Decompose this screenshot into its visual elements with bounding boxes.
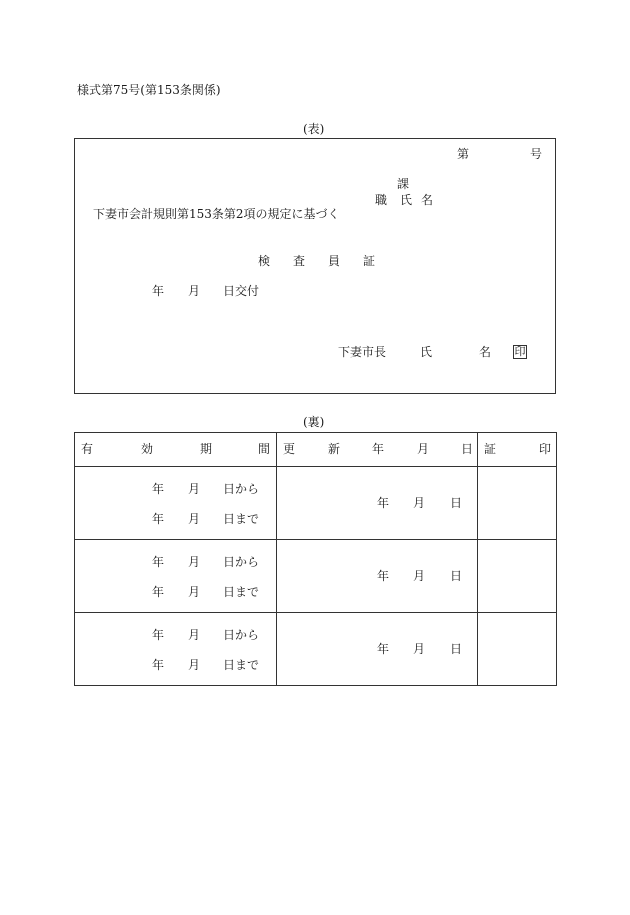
cert-title-char: 査 xyxy=(293,254,306,268)
back-label: (裏) xyxy=(303,415,325,429)
to-month-label: 月 xyxy=(188,512,201,526)
validity-period-cell xyxy=(75,467,277,540)
renew-year-label: 年 xyxy=(377,496,390,510)
renew-month-label: 月 xyxy=(413,569,426,583)
number-label-prefix: 第 xyxy=(457,147,470,161)
validity-period-cell xyxy=(75,613,277,686)
position-label: 職 xyxy=(375,193,388,207)
from-month-label: 月 xyxy=(188,482,201,496)
table-row xyxy=(75,613,557,686)
header-char: 年 xyxy=(372,442,385,456)
from-year-label: 年 xyxy=(152,628,165,642)
to-year-label: 年 xyxy=(152,585,165,599)
from-year-label: 年 xyxy=(152,482,165,496)
legal-basis-text: 下妻市会計規則第153条第2項の規定に基づく xyxy=(93,207,340,221)
seal-mark: 印 xyxy=(514,345,526,358)
issuer-name-label-1: 氏 xyxy=(420,345,433,359)
to-day-label: 日まで xyxy=(223,512,260,526)
header-char: 期 xyxy=(200,442,213,456)
validity-table xyxy=(74,432,557,686)
cert-title-char: 検 xyxy=(258,254,271,268)
issuer-name-label-2: 名 xyxy=(479,345,492,359)
header-char: 印 xyxy=(539,442,552,456)
form-title: 様式第75号(第153条関係) xyxy=(77,83,221,97)
validity-period-cell xyxy=(75,540,277,613)
holder-name-label-1: 氏 xyxy=(400,193,413,207)
cert-title-char: 員 xyxy=(328,254,341,268)
renewal-date-cell xyxy=(277,467,478,540)
header-char: 間 xyxy=(258,442,271,456)
issue-month-label: 月 xyxy=(188,284,201,298)
header-char: 有 xyxy=(81,442,94,456)
header-char: 新 xyxy=(328,442,341,456)
renewal-date-cell xyxy=(277,613,478,686)
from-month-label: 月 xyxy=(188,628,201,642)
dept-label: 課 xyxy=(397,177,410,191)
seal-cell xyxy=(478,540,557,613)
header-char: 更 xyxy=(283,442,296,456)
seal-header xyxy=(478,433,557,467)
header-char: 効 xyxy=(141,442,154,456)
from-year-label: 年 xyxy=(152,555,165,569)
seal-cell xyxy=(478,613,557,686)
renewal-header xyxy=(277,433,478,467)
table-header-row xyxy=(75,433,557,467)
renew-year-label: 年 xyxy=(377,642,390,656)
from-day-label: 日から xyxy=(223,482,260,496)
from-day-label: 日から xyxy=(223,628,260,642)
table-row xyxy=(75,540,557,613)
renewal-date-cell xyxy=(277,540,478,613)
to-year-label: 年 xyxy=(152,512,165,526)
renew-day-label: 日 xyxy=(450,569,463,583)
table-row xyxy=(75,467,557,540)
renew-day-label: 日 xyxy=(450,642,463,656)
from-month-label: 月 xyxy=(188,555,201,569)
holder-name-label-2: 名 xyxy=(421,193,434,207)
issue-year-label: 年 xyxy=(152,284,165,298)
to-month-label: 月 xyxy=(188,658,201,672)
header-char: 日 xyxy=(461,442,474,456)
front-card xyxy=(74,138,556,394)
seal-cell xyxy=(478,467,557,540)
front-label: (表) xyxy=(303,122,325,136)
validity-header xyxy=(75,433,277,467)
number-label-suffix: 号 xyxy=(530,147,543,161)
renew-year-label: 年 xyxy=(377,569,390,583)
to-month-label: 月 xyxy=(188,585,201,599)
renew-month-label: 月 xyxy=(413,642,426,656)
to-day-label: 日まで xyxy=(223,585,260,599)
from-day-label: 日から xyxy=(223,555,260,569)
header-char: 証 xyxy=(484,442,497,456)
renew-month-label: 月 xyxy=(413,496,426,510)
to-day-label: 日まで xyxy=(223,658,260,672)
to-year-label: 年 xyxy=(152,658,165,672)
renew-day-label: 日 xyxy=(450,496,463,510)
cert-title-char: 証 xyxy=(363,254,376,268)
issue-day-label: 日交付 xyxy=(223,284,260,298)
header-char: 月 xyxy=(417,442,430,456)
issuer-title: 下妻市長 xyxy=(338,345,387,359)
